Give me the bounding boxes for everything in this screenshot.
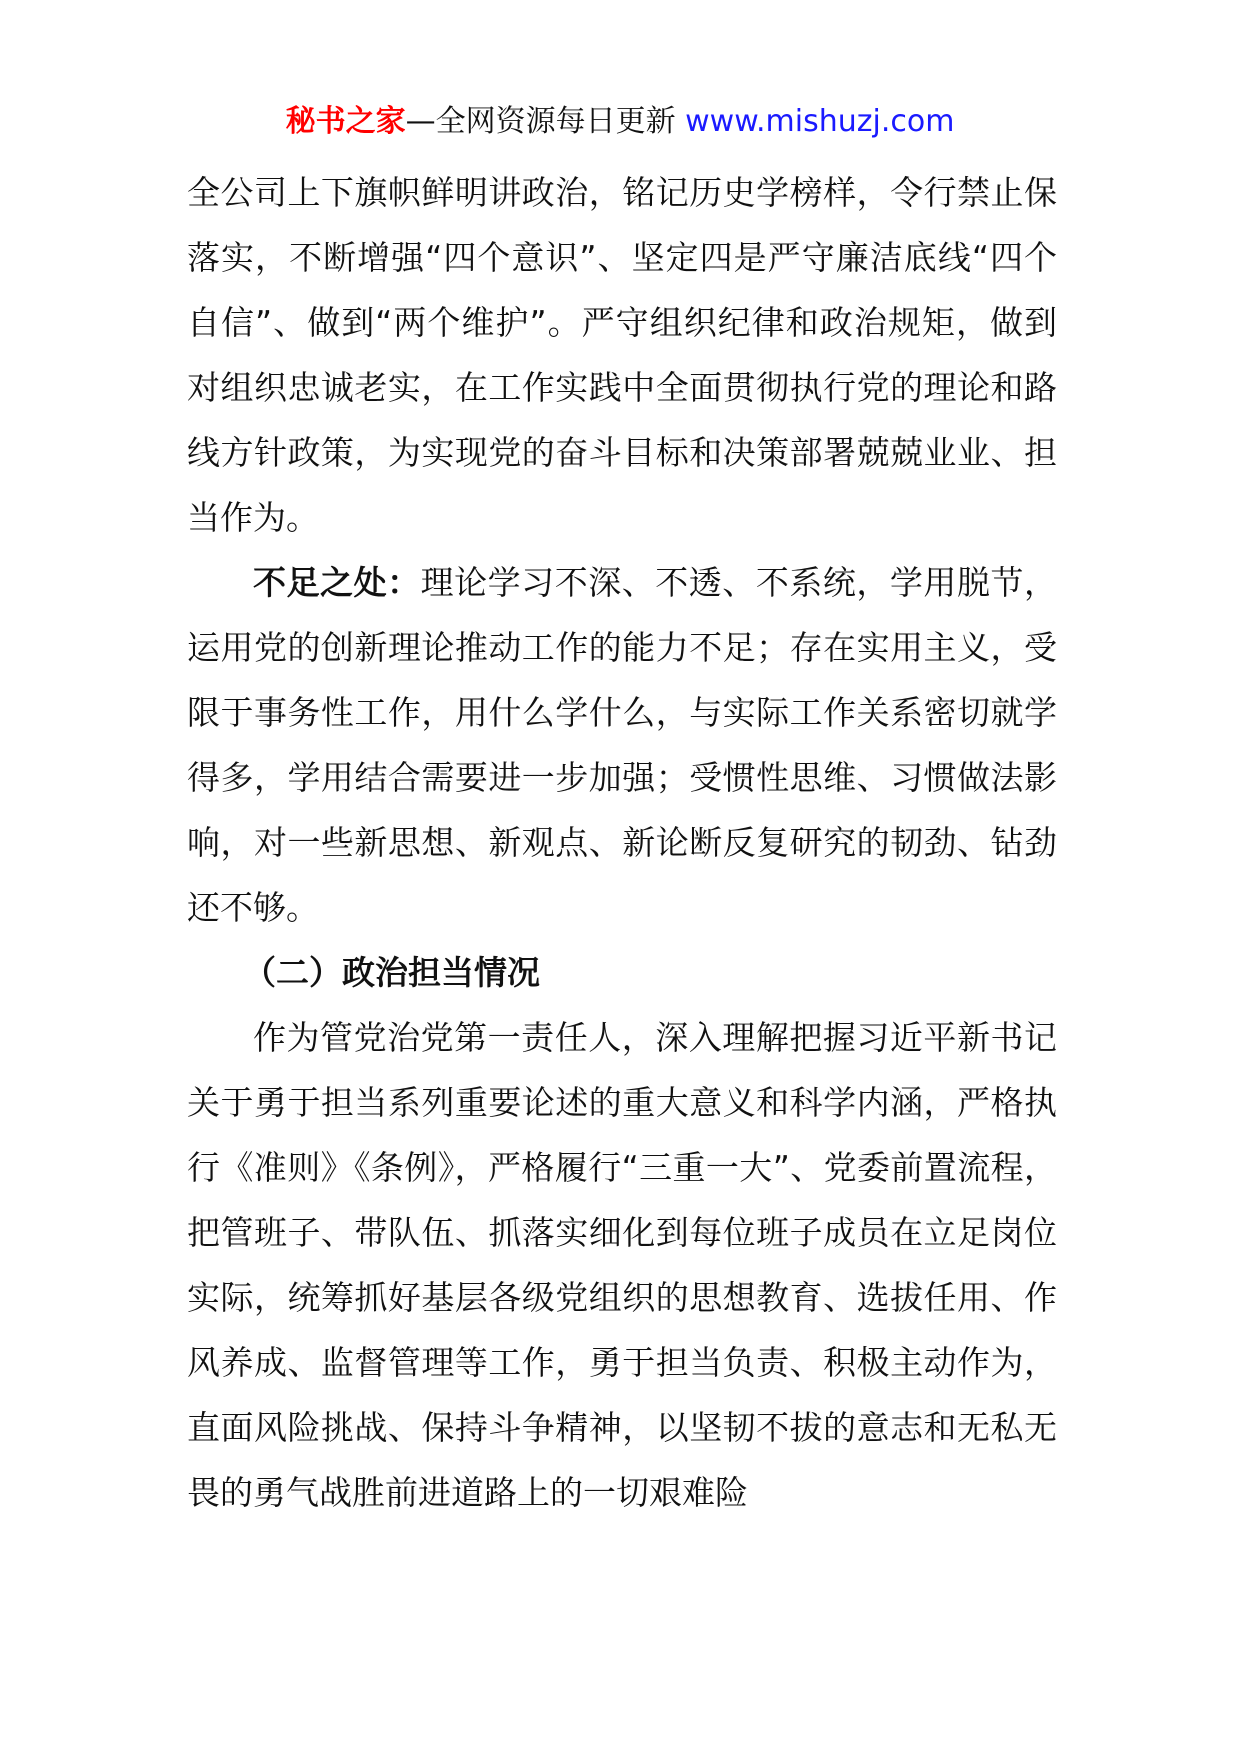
- paragraph-political-stance: 全公司上下旗帜鲜明讲政治，铭记历史学榜样，令行禁止保落实，不断增强“四个意识”、坚定四是严守廉洁底线“四个自信”、做到“两个维护”。严守组织纪律和政治规矩，做到对组织忠诚老实，在工作实践中全面贯彻执行党的理论和路线方针政策，为实现党的奋斗目标和决策部署兢兢业业、担当作为。: [187, 173, 1057, 537]
- header-slogan: —全网资源每日更新: [405, 104, 676, 139]
- website-url[interactable]: www.mishuzj.com: [685, 104, 955, 139]
- shortcomings-label: 不足之处：: [253, 563, 421, 602]
- page-header: [0, 100, 1240, 144]
- document-body: [187, 160, 1057, 1525]
- paragraph-political-responsibility: 作为管党治党第一责任人，深入理解把握习近平新书记关于勇于担当系列重要论述的重大意义和科学内涵，严格执行《准则》《条例》，严格履行“三重一大”、党委前置流程，把管班子、带队伍、抓落实细化到每位班子成员在立足岗位实际，统筹抓好基层各级党组织的思想教育、选拔任用、作风养成、监督管理等工作，勇于担当负责、积极主动作为，直面风险挑战、保持斗争精神，以坚韧不拔的意志和无私无畏的勇气战胜前进道路上的一切艰难险: [187, 1018, 1057, 1512]
- shortcomings-text: 理论学习不深、不透、不系统，学用脱节，运用党的创新理论推动工作的能力不足；存在实用主义，受限于事务性工作，用什么学什么，与实际工作关系密切就学得多，学用结合需要进一步加强；受惯性思维、习惯做法影响，对一些新思想、新观点、新论断反复研究的韧劲、钻劲还不够。: [187, 563, 1058, 927]
- brand-name: 秘书之家: [285, 104, 406, 139]
- paragraph-shortcomings: [187, 550, 1057, 940]
- section-heading-political-responsibility: （二）政治担当情况: [243, 953, 540, 992]
